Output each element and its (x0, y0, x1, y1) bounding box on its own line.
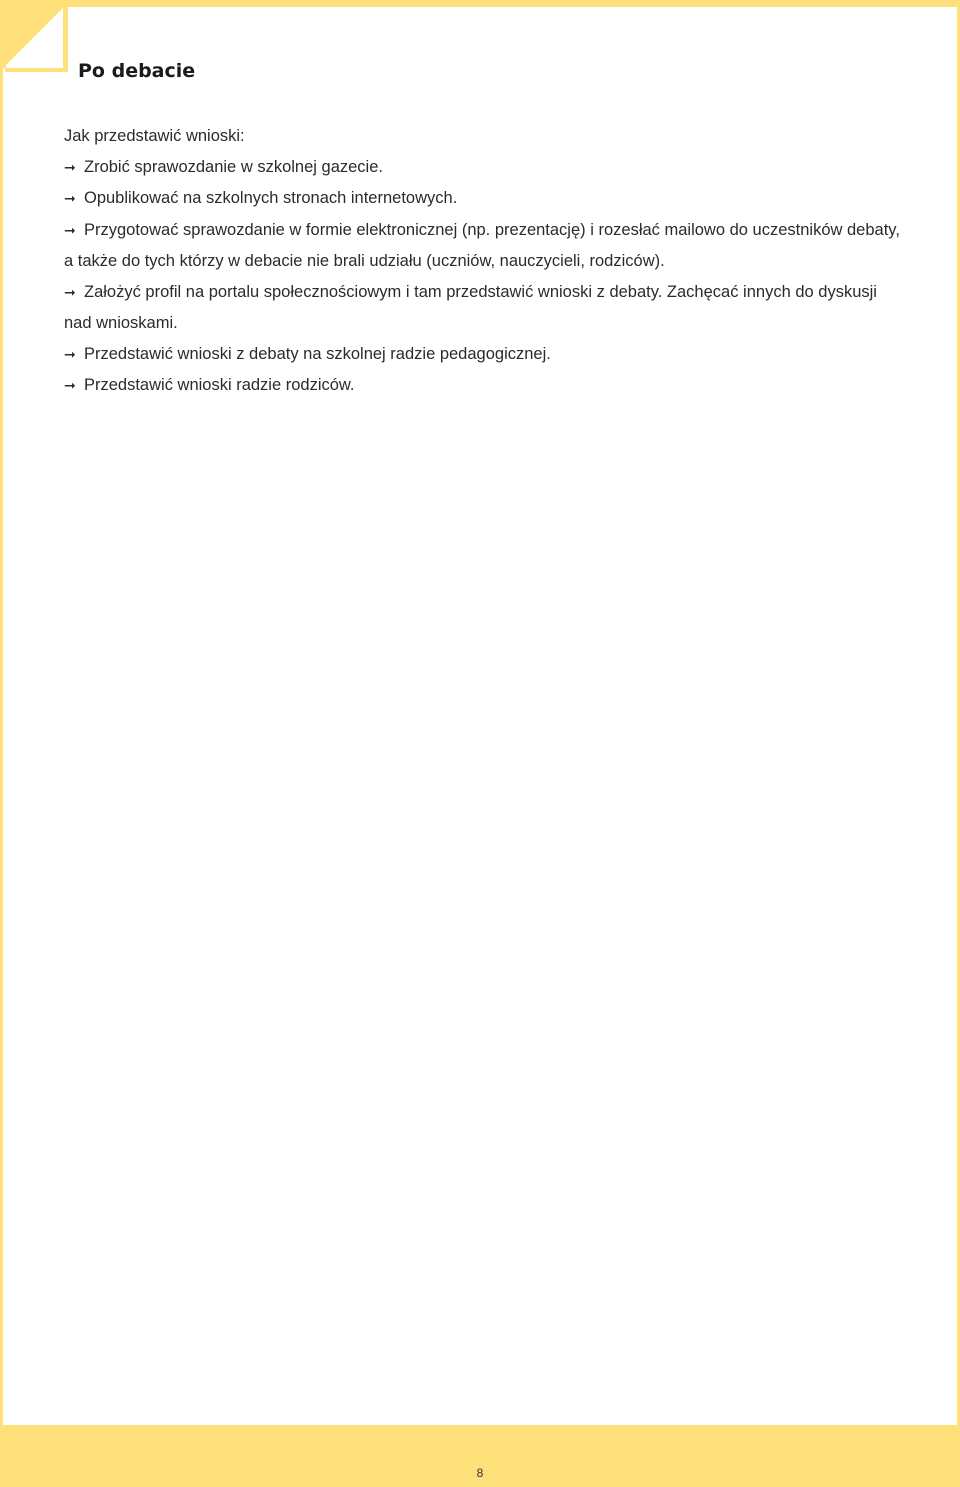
folded-corner-icon (0, 0, 70, 78)
page-number: 8 (476, 1466, 484, 1480)
list-item: ➞ Przedstawić wnioski z debaty na szkolnej radzie pedagogicznej. (64, 339, 904, 371)
list-item: ➞ Przedstawić wnioski radzie rodziców. (64, 370, 904, 402)
list-item: ➞ Opublikować na szkolnych stronach internetowych. (64, 183, 904, 215)
arrow-right-icon: ➞ (64, 191, 76, 207)
intro-text: Jak przedstawić wnioski: (64, 127, 245, 145)
arrow-right-icon: ➞ (64, 284, 76, 301)
arrow-right-icon: ➞ (64, 159, 76, 176)
list-item: ➞ Przygotować sprawozdanie w formie elektronicznej (np. prezentację) i rozesłać mailowo do uczestników debaty, a także do tych którzy w debacie nie brali udziału (uczniów, nauczycieli, rodziców). (64, 215, 904, 277)
list-item: ➞ Założyć profil na portalu społecznościowym i tam przedstawić wnioski z debaty. Zachęcać innych do dyskusji nad wnioskami. (64, 277, 904, 339)
arrow-right-icon: ➞ (64, 378, 76, 394)
arrow-right-icon: ➞ (64, 346, 76, 363)
page-border-top (0, 0, 960, 7)
conclusions-section (64, 121, 904, 402)
page-border-left (0, 0, 3, 1487)
arrow-right-icon: ➞ (64, 222, 76, 239)
page-title: Po debacie (78, 60, 196, 82)
list-item: ➞ Zrobić sprawozdanie w szkolnej gazecie. (64, 152, 904, 184)
